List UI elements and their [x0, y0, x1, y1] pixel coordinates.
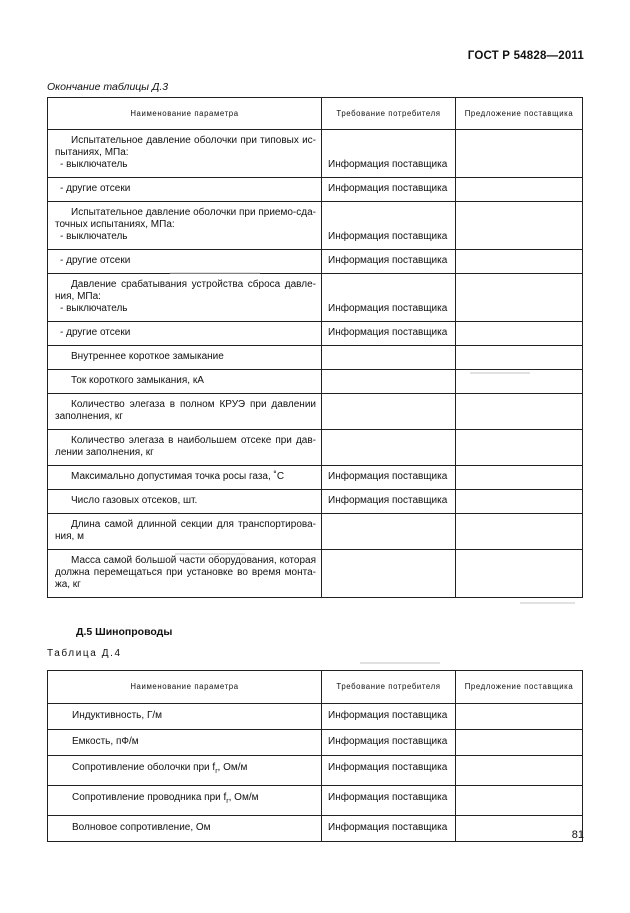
parameter-cell: [48, 466, 322, 490]
requirement-cell: [322, 370, 456, 394]
requirement-cell: Информация поставщика: [322, 250, 456, 274]
proposal-cell: [456, 730, 583, 756]
proposal-cell: [456, 704, 583, 730]
table-row: [48, 202, 583, 250]
parameter-title: Испытательное давление оболочки при типовых испытаниях, МПа:: [55, 135, 316, 158]
parameter-title: Испытательное давление оболочки при приемо-сдаточных испытаниях, МПа:: [55, 207, 316, 230]
parameters-table-d4: [47, 670, 583, 842]
proposal-cell: [456, 274, 583, 322]
proposal-cell: [456, 346, 583, 370]
proposal-cell: [456, 756, 583, 786]
frequency-subscript: r: [215, 768, 218, 775]
parameter-cell: [48, 370, 322, 394]
table-header-row: [48, 671, 583, 704]
proposal-cell: [456, 322, 583, 346]
proposal-cell: [456, 130, 583, 178]
column-header-parameter: Наименование параметра: [48, 98, 322, 130]
table-row: [48, 550, 583, 598]
proposal-cell: [456, 514, 583, 550]
table-row: [48, 394, 583, 430]
column-header-customer-requirement: Требование потребителя: [322, 98, 456, 130]
column-header-vendor-proposal: Предложение поставщика: [456, 671, 583, 704]
parameter-unit: , Ом/м: [217, 762, 248, 773]
parameters-table-d3: [47, 97, 583, 598]
parameter-cell: [48, 394, 322, 430]
requirement-cell: [322, 514, 456, 550]
proposal-cell: [456, 466, 583, 490]
requirement-cell: Информация поставщика: [322, 466, 456, 490]
table-row: [48, 466, 583, 490]
parameter-cell: [48, 178, 322, 202]
table-row: [48, 730, 583, 756]
parameter-cell: [48, 430, 322, 466]
parameter-text: Сопротивление оболочки при f: [72, 762, 216, 773]
parameter-cell: [48, 490, 322, 514]
table-row: [48, 130, 583, 178]
requirement-cell: Информация поставщика: [322, 756, 456, 786]
parameter-cell: [48, 346, 322, 370]
requirement-cell: Информация поставщика: [322, 322, 456, 346]
table-row: [48, 514, 583, 550]
scan-artifact: [175, 553, 245, 555]
requirement-cell: Информация поставщика: [322, 130, 456, 178]
parameter-cell: [48, 202, 322, 250]
parameter-cell: Индуктивность, Г/м: [48, 704, 322, 730]
requirement-cell: Информация поставщика: [322, 730, 456, 756]
scan-artifact: [470, 372, 530, 374]
table-continuation-caption: Окончание таблицы Д.3: [47, 81, 169, 93]
table-row: [48, 490, 583, 514]
section-heading: Д.5 Шинопроводы: [76, 626, 173, 638]
parameter-text: Сопротивление проводника при f: [72, 792, 227, 803]
table-row: [48, 178, 583, 202]
parameter-title: Давление срабатывания устройства сброса давления, МПа:: [55, 279, 316, 302]
column-header-parameter: Наименование параметра: [48, 671, 322, 704]
parameter-cell: [48, 250, 322, 274]
table-row: [48, 816, 583, 842]
requirement-cell: Информация поставщика: [322, 786, 456, 816]
parameter-text: Внутреннее короткое замыкание: [71, 351, 224, 362]
proposal-cell: [456, 550, 583, 598]
requirement-cell: [322, 394, 456, 430]
requirement-cell: Информация поставщика: [322, 202, 456, 250]
parameter-subitem: - другие отсеки: [60, 327, 131, 338]
parameter-text: Количество элегаза в наибольшем отсеке при давлении заполнения, кг: [55, 435, 316, 458]
page-number: 81: [571, 829, 584, 841]
table-row: [48, 756, 583, 786]
parameter-cell: Емкость, пФ/м: [48, 730, 322, 756]
proposal-cell: [456, 430, 583, 466]
parameter-subitem: - другие отсеки: [60, 255, 131, 266]
parameter-subitem: - выключатель: [60, 159, 128, 170]
column-header-customer-requirement: Требование потребителя: [322, 671, 456, 704]
parameter-cell: [48, 322, 322, 346]
parameter-text: Масса самой большой части оборудования, которая должна перемещаться при установке во время монтажа, кг: [55, 555, 316, 590]
column-header-vendor-proposal: Предложение поставщика: [456, 98, 583, 130]
parameter-text: Максимально допустимая точка росы газа, ˚С: [71, 471, 285, 482]
requirement-cell: Информация поставщика: [322, 490, 456, 514]
requirement-cell: Информация поставщика: [322, 704, 456, 730]
parameter-cell: [48, 514, 322, 550]
table-caption: Таблица Д.4: [47, 648, 122, 659]
proposal-cell: [456, 202, 583, 250]
proposal-cell: [456, 178, 583, 202]
requirement-cell: [322, 430, 456, 466]
table-row: [48, 250, 583, 274]
table-header-row: [48, 98, 583, 130]
parameter-cell: Волновое сопротивление, Ом: [48, 816, 322, 842]
parameter-text: Число газовых отсеков, шт.: [71, 495, 198, 506]
parameter-text: Длина самой длинной секции для транспортирования, м: [55, 519, 316, 542]
parameter-cell: [48, 756, 322, 786]
scan-artifact: [360, 662, 440, 664]
table-row: [48, 274, 583, 322]
parameter-unit: , Ом/м: [228, 792, 259, 803]
parameter-subitem: - выключатель: [60, 303, 128, 314]
parameter-subitem: - другие отсеки: [60, 183, 131, 194]
parameter-text: Ток короткого замыкания, кА: [71, 375, 204, 386]
table-row: [48, 786, 583, 816]
table-row: [48, 322, 583, 346]
requirement-cell: Информация поставщика: [322, 816, 456, 842]
parameter-cell: [48, 130, 322, 178]
proposal-cell: [456, 250, 583, 274]
table-row: [48, 704, 583, 730]
parameter-cell: [48, 786, 322, 816]
parameter-cell: [48, 274, 322, 322]
requirement-cell: [322, 550, 456, 598]
scan-artifact: [170, 272, 260, 274]
frequency-subscript: r: [226, 798, 229, 805]
requirement-cell: Информация поставщика: [322, 178, 456, 202]
proposal-cell: [456, 394, 583, 430]
parameter-cell: [48, 550, 322, 598]
proposal-cell: [456, 786, 583, 816]
requirement-cell: Информация поставщика: [322, 274, 456, 322]
table-row: [48, 430, 583, 466]
parameter-text: Количество элегаза в полном КРУЭ при давлении заполнения, кг: [55, 399, 316, 422]
standard-designation: ГОСТ Р 54828—2011: [467, 50, 584, 62]
parameter-subitem: - выключатель: [60, 231, 128, 242]
requirement-cell: [322, 346, 456, 370]
proposal-cell: [456, 490, 583, 514]
scan-artifact: [520, 602, 575, 604]
table-row: [48, 346, 583, 370]
proposal-cell: [456, 816, 583, 842]
